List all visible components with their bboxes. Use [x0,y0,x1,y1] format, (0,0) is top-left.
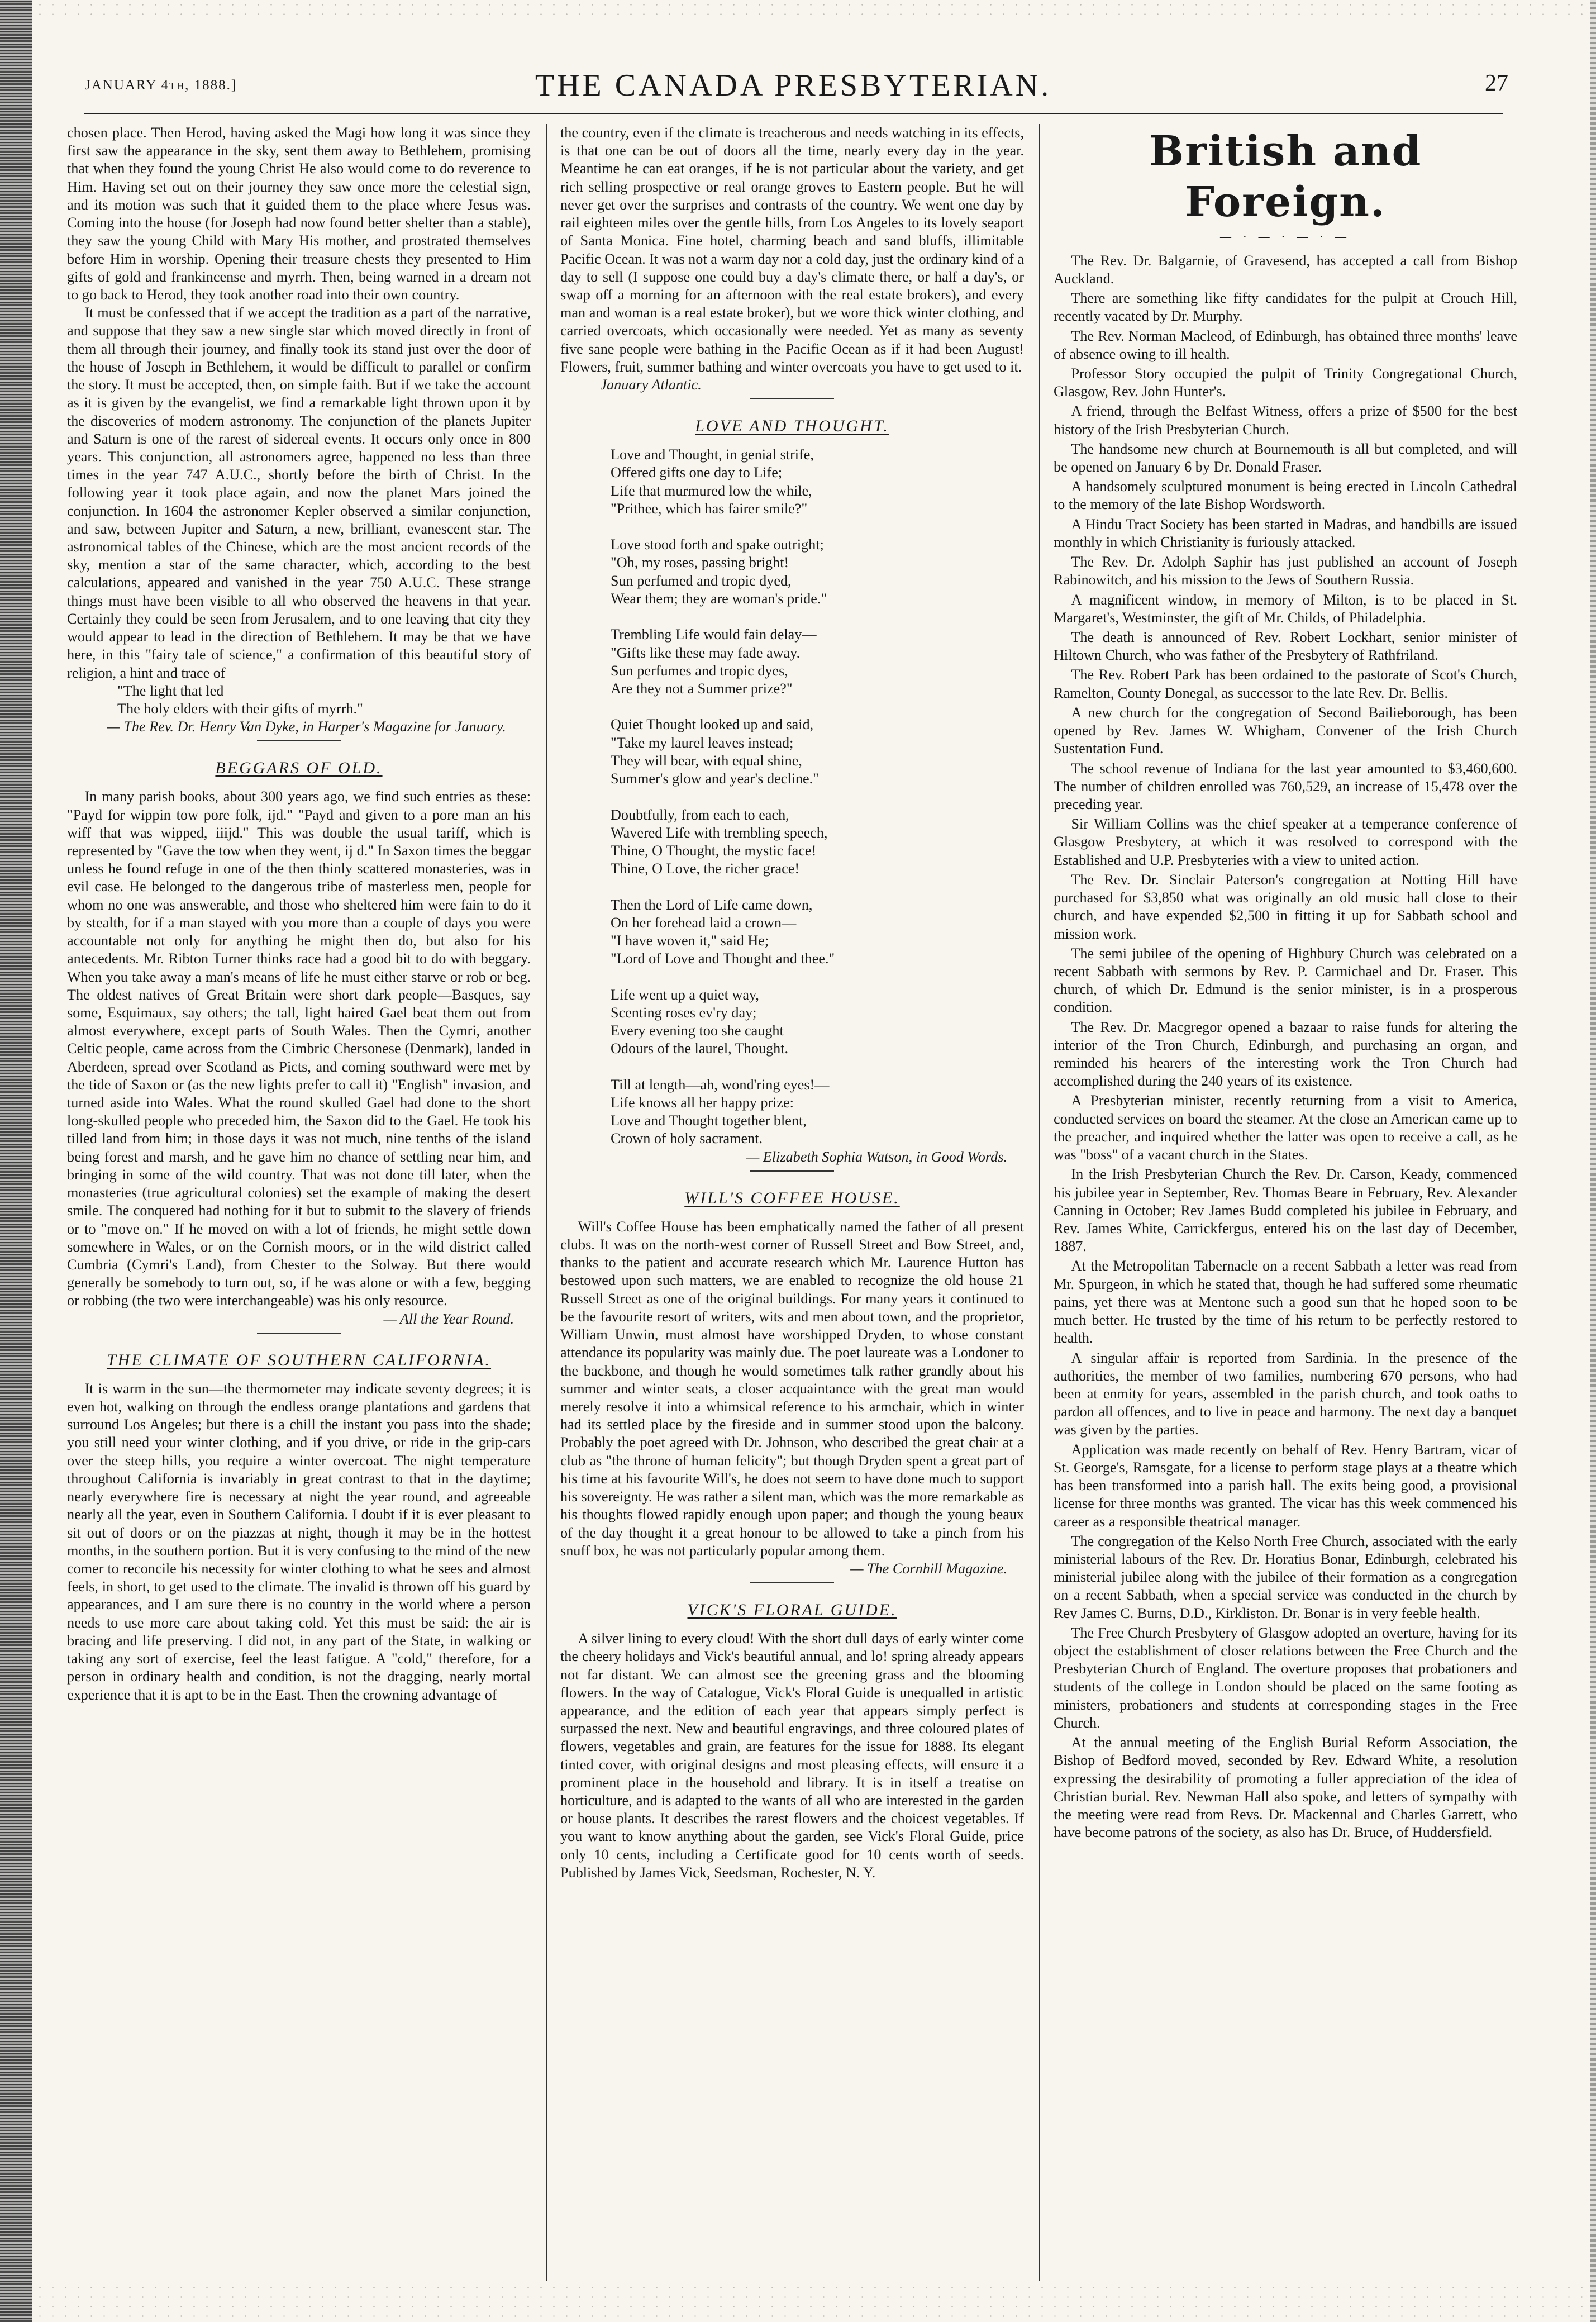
header-rule [84,112,1503,114]
news-item: A magnificent window, in memory of Milton, is to be placed in St. Margaret's, Westminster, the gift of Mr. Childs, of Philadelphia. [1054,591,1517,626]
news-item: In the Irish Presbyterian Church the Rev. Dr. Carson, Keady, commenced his jubilee year in September, Rev. Thomas Beare in February, Rev. Alexander Canning in October; Rev James Budd completed his jubilee in February, and Rev. James White, Carrickfergus, entered his on the last day of December, 1887. [1054,1166,1517,1255]
news-item: There are something like fifty candidates for the pulpit at Crouch Hill, recently vacated by Dr. Murphy. [1054,290,1517,325]
section-divider [750,398,834,399]
scan-binding-edge [0,0,32,2322]
news-item: Professor Story occupied the pulpit of Trinity Congregational Church, Glasgow, Rev. John Hunter's. [1054,365,1517,400]
wills-article: Will's Coffee House has been emphatically named the father of all present clubs. It was on the north-west corner of Russell Street and Bow Street, and, thanks to the patient and accurate research which Mr. Laurence Hutton has bestowed upon such matters, we are enabled to recognize the old house 21 Russell Street as one of the original buildings. For many years it continued to be the favourite resort of writers, wits and men about town, and the proprietor, William Unwin, must almost have worshipped Dryden, to whose constant attendance its popularity was mainly due. The poet laureate was a Londoner to the backbone, and though he would sometimes talk rather grandly about his summer and winter seats, a closer acquaintance with the great man would merely resolve it into a whimsical reference to his armchair, which in winter had its settled place by the fireside and in summer stood upon the balcony. Probably the poet agreed with Dr. Johnson, who described the great chair at a club as "the throne of human felicity"; but though Dryden spent a great part of his time at his favourite Will's, he does not seem to have done much to support his sovereignty. He was rather a silent man, which was the more remarkable as his thoughts flowed rapidly enough upon paper; and though the young beaux of the day thought it a great honour to be allowed to take a pinch from his snuff box, he was not particularly popular among them. [560,1218,1024,1559]
news-item: At the annual meeting of the English Burial Reform Association, the Bishop of Bedford moved, seconded by Rev. Edward White, a resolution expressing the desirability of promoting a fuller appreciation of the idea of Christian burial. Rev. Newman Hall also spoke, and letters of sympathy with the meeting were read from Revs. Dr. Mackennal and Charles Garrett, who have become patrons of the society, as also has Dr. Bruce, of Huddersfield. [1054,1734,1517,1841]
beggars-source: — All the Year Round. [383,1310,514,1327]
section-divider [750,1582,834,1583]
section-divider [257,1333,341,1334]
article-attribution: — The Rev. Dr. Henry Van Dyke, in Harper's Magazine for January. [107,719,506,735]
news-item: The Rev. Dr. Balgarnie, of Gravesend, has accepted a call from Bishop Auckland. [1054,252,1517,287]
news-item: The Free Church Presbytery of Glasgow adopted an overture, having for its object the establishment of closer relations between the Free Church and the Presbyterian Church of England. The overture proposes that probationers and students of the college in London should be placed on the same footing as ministers, probationers and students at corresponding stages in the Free Church. [1054,1624,1517,1731]
news-item: The death is announced of Rev. Robert Lockhart, senior minister of Hiltown Church, who was father of the Presbytery of Rathfriland. [1054,629,1517,664]
news-item: A handsomely sculptured monument is being erected in Lincoln Cathedral to the memory of the late Bishop Wordsworth. [1054,478,1517,513]
news-item: A singular affair is reported from Sardinia. In the presence of the authorities, the member of two families, numbering 670 persons, who had been at enmity for years, assembled in the parish church, and took oaths to pardon all offences, and to live in peace and harmony. The next day a banquet was given by the parties. [1054,1349,1517,1438]
column-rule-1 [546,124,547,2281]
news-item: At the Metropolitan Tabernacle on a recent Sabbath a letter was read from Mr. Spurgeon, in which he stated that, though he had suffered some rheumatic pains, yet there was at Mentone such a good sun that he hoped soon to be much better. He trusted by the time of his return to be perfectly restored to health. [1054,1258,1517,1346]
magi-article-paragraph: chosen place. Then Herod, having asked the Magi how long it was since they first saw the appearance in the sky, sent them away to Bethlehem, promising that when they found the young Christ He also would come to do reverence to Him. Having set out on their journey they saw once more the celestial sign, and its motion was such that it guided them to the place where Jesus was. Coming into the house (for Joseph had now found better shelter than a stable), they saw the young Child with Mary His mother, and prostrated themselves before Him in worship. Opening their treasure chests they presented to Him gifts of gold and frankincense and myrrh. Then, being warned in a dream not to go back to Herod, they took another road into their own country. [67,125,531,303]
scan-noise-bottom [34,2283,1589,2322]
newspaper-title: THE CANADA PRESBYTERIAN. [535,68,1052,103]
wills-heading: WILL'S COFFEE HOUSE. [684,1188,900,1207]
column-left [67,124,531,2281]
love-thought-poem: Love and Thought, in genial strife, Offered gifts one day to Life; Life that murmured low the while, "Prithee, which has fairer smile?" Love stood forth and spake outright; "Oh, my roses, passing bright! Sun perfumed and tropic dyed, Wear them; they are woman's pride." Trembling Life would fain delay— "Gifts like these may fade away. Sun perfumes and tropic dyes, Are they not a Summer prize?" Quiet Thought looked up and said, "Take my laurel leaves instead; They will bear, with equal shine, Summer's glow and year's decline." Doubtfully, from each to each, Wavered Life with trembling speech, Thine, O Thought, the mystic face! Thine, O Love, the richer grace! Then the Lord of Life came down, On her forehead laid a crown— "I have woven it," said He; "Lord of Love and Thought and thee." Life went up a quiet way, Scenting roses ev'ry day; Every evening too she caught Odours of the laurel, Thought. Till at length—ah, wond'ring eyes!— Life knows all her happy prize: Love and Thought together blent, Crown of holy sacrament. [611,446,835,1147]
magi-article-paragraph: It must be confessed that if we accept the tradition as a part of the narrative, and suppose that they saw a new single star which moved directly in front of them all through their journey, and finally took its stand just over the door of the house of Joseph in Bethlehem, it would be difficult to parallel or confirm the story. It must be accepted, then, on simple faith. But if we take the account as it is given by the evangelist, we find a remarkable light thrown upon it by the discoveries of modern astronomy. The conjunction of the planets Jupiter and Saturn is one of the rarest of sidereal events. It occurs only once in 800 years. This conjunction, all astronomers agree, happened no less than three times in the year 747 A.U.C., shortly before the birth of Christ. In the following year it took place again, and now the planet Mars joined the conjunction. In 1604 the astronomer Kepler observed a similar conjunction, and saw, between Jupiter and Saturn, a new, brilliant, evanescent star. The astronomical tables of the Chinese, which are the most ancient records of the sky, mention a star of the same character, which, according to the best calculations, appeared and vanished in the year 750 A.U.C. These strange things must have been visible to all who observed the heavens in that year. Certainly they could be seen from Jerusalem, and to one leaving that city they would appear to lead in the direction of Bethlehem. It may be that we have here, in this "fairy tale of science," a confirmation of this beautiful story of religion, a hint and trace of [67,304,531,681]
news-item: The Rev. Robert Park has been ordained to the pastorate of Scot's Church, Ramelton, County Donegal, as successor to the late Rev. Dr. Bellis. [1054,667,1517,701]
love-thought-heading: LOVE AND THOUGHT. [695,417,889,436]
heading-ornament: — · — · — · — [1220,231,1351,244]
scan-noise-top [34,0,1589,22]
news-item: Application was made recently on behalf of Rev. Henry Bartram, vicar of St. George's, Ramsgate, for a license to perform stage plays at a theatre which has been transformed into a parish hall. The exits being good, a provisional license for three months was granted. The vicar has this week commenced his career as a responsible theatrical manager. [1054,1441,1517,1530]
masthead [67,59,1519,109]
poem-source: — Elizabeth Sophia Watson, in Good Words. [746,1148,1007,1165]
news-item: A friend, through the Belfast Witness, offers a prize of $500 for the best history of the Irish Presbyterian Church. [1054,403,1517,437]
quoted-verse: "The light that led The holy elders with their gifts of myrrh." [117,682,363,717]
news-item: A new church for the congregation of Second Bailieborough, has been opened by Rev. James W. Whigham, Convener of the Irish Church Sustentation Fund. [1054,704,1517,757]
news-item: A Presbyterian minister, recently returning from a visit to America, conducted services on board the steamer. At the close an American came up to the preacher, and inquired whether the latter was open to receive a call, as he was "boss" of a vacant church in the States. [1054,1092,1517,1163]
column-right [1054,124,1517,2281]
news-item: The Rev. Dr. Macgregor opened a bazaar to raise funds for altering the interior of the Tron Church, Edinburgh, and purchasing an organ, and reminded his hearers of the interesting work the Tron Church had accomplished during the 240 years of its existence. [1054,1019,1517,1089]
news-item: The Rev. Dr. Sinclair Paterson's congregation at Notting Hill have purchased for $3,850 what was originally an old music hall close to their church, and have expended $2,500 in fitting it up for Sabbath school and mission work. [1054,871,1517,942]
beggars-heading: BEGGARS OF OLD. [215,759,383,778]
wills-source: — The Cornhill Magazine. [850,1560,1007,1577]
news-item: The congregation of the Kelso North Free Church, associated with the early ministerial labours of the Rev. Dr. Horatius Bonar, Edinburgh, celebrated his ministerial jubilee along with the jubilee of their formation as a congregation on a recent Sabbath, when a special service was conducted in the church by Rev James C. Burns, D.D., Kirkliston. Dr. Bonar is in very feeble health. [1054,1533,1517,1621]
issue-date: JANUARY 4th, 1888.] [85,78,237,93]
climate-article: It is warm in the sun—the thermometer may indicate seventy degrees; it is even hot, walking on through the endless orange plantations and gardens that surround Los Angeles; but there is a chill the instant you pass into the shade; you still need your winter clothing, and if you drive, or ride in the grip-cars over the steep hills, you require a winter overcoat. The night temperature throughout California is invariably in great contrast to that in the daytime; nearly everywhere fire is necessary at night the year round, and agreeable nearly all the year, even in Southern California. I doubt if it is ever pleasant to sit out of doors or on the piazzas at night, though it may be in the hottest months, in the southern portion. But it is very confusing to the mind of the new comer to reconcile his necessity for winter clothing to what he sees and almost feels, in short, to get used to the climate. The invalid is thrown off his guard by appearances, and I am sure there is no country in the world where a person needs to use more care about taking cold. Yet this must be said: the air is bracing and life preserving. I did not, in any part of the State, in walking or taking any sort of exercise, feel the least fatigue. A "cold," therefore, for a person in ordinary health and condition, is not the dragging, nearly mortal experience that it is apt to be in the East. Then the crowning advantage of [67,1380,531,1703]
section-divider [257,740,341,741]
british-foreign-heading: British and Foreign. [1149,127,1422,227]
section-divider [750,1170,834,1172]
beggars-article: In many parish books, about 300 years ago, we find such entries as these: "Payd for wippin tow pore folk, ijd." "Payd and given to a pore man an his wiff that was wipped, iiijd." This was double the usual tariff, which is represented by "Gave the tow when they went, ij d." In Saxon times the beggar unless he found refuge in one of the then thinly scattered monasteries, was in evil case. He belonged to the dangerous tribe of masterless men, people for whom no one was answerable, and those who sheltered him were fain to do it by stealth, for if a man stayed with you more than a couple of days you were accountable not only for anything he might then do, but also for his antecedents. Mr. Ribton Turner thinks race had a good bit to do with beggary. When you take away a man's means of life he must either starve or rob or beg. The oldest natives of Great Britain were short dark people—Basques, say some, Esquimaux, say others; the tall, light haired Gael beat them out from almost everywhere, except parts of South Wales. Then the Cymri, another Celtic people, came across from the Cimbric Chersonese (Denmark), landed in Aberdeen, spread over Scotland as Picts, and coming southward were met by the tide of Saxon or (as the new lights prefer to call it) "English" invasion, and turned aside into Wales. What the round skulled Gael had done to the short long-skulled people who preceded him, the Saxon did to the Gael. He took his tilled land from him; in those days it was not much, nine tenths of the island being forest and marsh, and he gave him no chance of settling near him, and bringing in some of the wild country. That was not done till later, when the monasteries (true agricultural colonies) set the example of making the desert smile. The conquered had nothing for it but to submit to the slavery of friends or to "move on." If he moved on with a lot of friends, he might settle down somewhere in Wales, or on the Cornish moors, or in the wild district called Cumbria (Cymri's Land), from Chester to the Solway. But there would generally be somebody to turn out, so, if he was alone or with a few, begging or robbing (the two were interchangeable) was his only resource. [67,788,531,1309]
news-items-list [1054,252,1517,1842]
news-item: The semi jubilee of the opening of Highbury Church was celebrated on a recent Sabbath with sermons by Rev. P. Carmichael and Dr. Fraser. This church, of which Dr. Edmund is the senior minister, is in a prosperous condition. [1054,945,1517,1016]
climate-article-continued: the country, even if the climate is treacherous and needs watching in its effects, is that one can be out of doors all the time, nearly every day in the year. Meantime he can eat oranges, if he is not particular about the variety, and get rich selling prospective or real orange groves to Eastern people. But he will never get over the surprises and contrasts of the country. We went one day by rail eighteen miles over the gentle hills, from Los Angeles to its lovely seaport of Santa Monica. Fine hotel, charming beach and sand bluffs, illimitable Pacific Ocean. It was not a warm day nor a cold day, just the ordinary kind of a day to sell (I suppose one could buy a day's climate there, or half a day's, or swap off a morning for an afternoon with the real estate brokers), and every man and woman is a real estate broker), but we wore thick winter clothing, and carried overcoats, which occasionally were needed. Yet as many as seventy five sane people were bathing in the Pacific Ocean as if it had been August! Flowers, fruit, summer bathing and winter overcoats you have to get used to it. [560,125,1024,375]
scan-right-edge [1590,0,1596,2322]
news-item: A Hindu Tract Society has been started in Madras, and handbills are issued monthly in which Christianity is furiously attacked. [1054,516,1517,550]
climate-source: January Atlantic. [600,377,702,393]
news-item: The Rev. Norman Macleod, of Edinburgh, has obtained three months' leave of absence owing to ill health. [1054,327,1517,362]
climate-heading: THE CLIMATE OF SOUTHERN CALIFORNIA. [106,1350,492,1369]
page-number: 27 [1485,70,1508,96]
news-item: The Rev. Dr. Adolph Saphir has just published an account of Joseph Rabinowitch, and his mission to the Jews of Southern Russia. [1054,554,1517,588]
column-rule-2 [1039,124,1040,2281]
news-item: The school revenue of Indiana for the last year amounted to $3,460,600. The number of children enrolled was 760,529, an increase of 15,478 over the preceding year. [1054,760,1517,812]
column-middle [560,124,1024,2281]
vicks-article: A silver lining to every cloud! With the short dull days of early winter come the cheery holidays and Vick's beautiful annual, and lo! spring already appears not far distant. We can almost see the greening grass and the blooming flowers. In the way of Catalogue, Vick's Floral Guide is unequalled in artistic appearance, and the edition of each year that appears simply perfect is surpassed the next. New and beautiful engravings, and three coloured plates of flowers, vegetables and grain, are features for the issue for 1888. Its elegant tinted cover, with original designs and most pleasing effects, will ensure it a prominent place in the household and library. It is in itself a treatise on horticulture, and is adapted to the wants of all who are interested in the garden or house plants. It describes the rarest flowers and the choicest vegetables. If you want to know anything about the garden, see Vick's Floral Guide, price only 10 cents, including a Certificate good for 10 cents worth of seeds. Published by James Vick, Seedsman, Rochester, N. Y. [560,1630,1024,1881]
vicks-heading: VICK'S FLORAL GUIDE. [687,1601,897,1620]
news-item: The handsome new church at Bournemouth is all but completed, and will be opened on January 6 by Dr. Donald Fraser. [1054,440,1517,475]
news-item: Sir William Collins was the chief speaker at a temperance conference of Glasgow Presbytery, at which it was resolved to correspond with the Established and U.P. Presbyteries with a view to united action. [1054,816,1517,868]
